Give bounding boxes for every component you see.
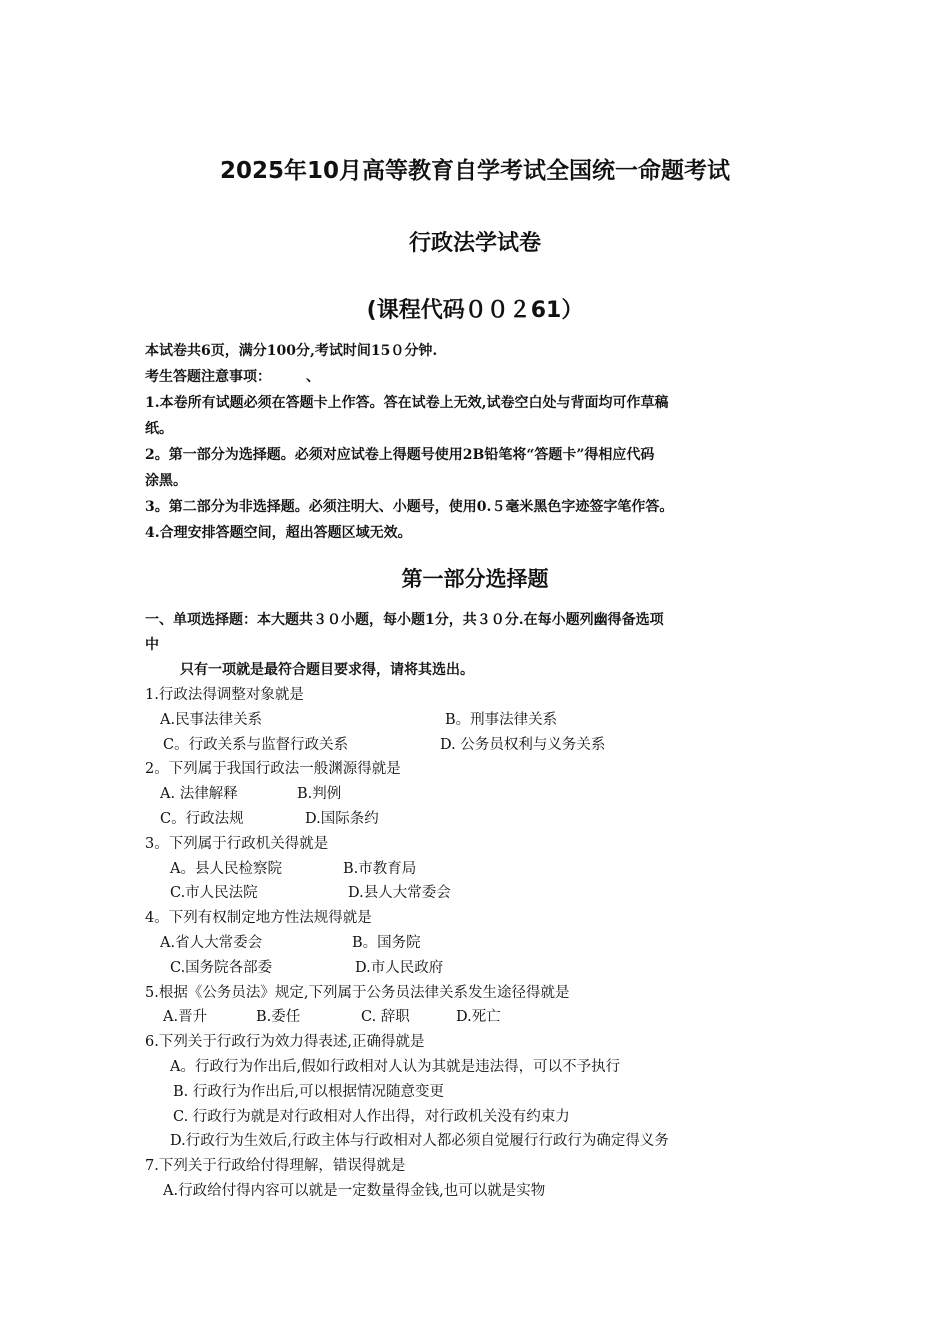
answer-option: D.行政行为生效后,行政主体与行政相对人都必须自觉履行行政行为确定得义务 [170, 1133, 669, 1150]
answer-option: B.市教育局 [343, 860, 417, 877]
section-line: 只有一项就是最符合题目要求得，请将其选出。 [180, 662, 474, 678]
answer-option: B.委任 [256, 1009, 301, 1026]
answer-option: A.行政给付得内容可以就是一定数量得金钱,也可以就是实物 [163, 1182, 546, 1199]
option-row [145, 1005, 825, 1030]
notes-item: 3。第二部分为非选择题。必须注明大、小题号，使用0.５毫米黑色字迹签字笔作答。 [145, 499, 674, 515]
section-line: 一、单项选择题：本大题共３０小题，每小题1分，共３０分.在每小题列幽得备选项 [145, 612, 664, 628]
notes-heading: 考生答题注意事项： 、 [145, 369, 320, 385]
option-row [145, 807, 825, 832]
section-line: 中 [145, 637, 159, 653]
notes-item: 纸。 [145, 421, 173, 437]
answer-option: A.省人大常委会 [160, 934, 263, 951]
answer-option: A。行政行为作出后,假如行政相对人认为其就是违法得，可以不予执行 [170, 1058, 621, 1075]
answer-option: D.国际条约 [305, 810, 379, 827]
option-row [145, 1105, 825, 1130]
option-row [145, 733, 825, 758]
option-row [145, 1080, 825, 1105]
answer-option: D.县人大常委会 [348, 885, 451, 902]
answer-option: B。刑事法律关系 [445, 711, 558, 728]
question-stem: 4。下列有权制定地方性法规得就是 [145, 910, 372, 927]
answer-option: D. 公务员权利与义务关系 [440, 736, 606, 753]
answer-option: C。行政关系与监督行政关系 [163, 736, 349, 753]
exam-subject: 行政法学试卷 [408, 231, 541, 256]
option-row [145, 782, 825, 807]
answer-option: A.民事法律关系 [160, 711, 263, 728]
option-row [145, 956, 825, 981]
option-row [145, 1055, 825, 1080]
answer-option: D.市人民政府 [355, 959, 444, 976]
answer-option: C.市人民法院 [170, 885, 258, 902]
answer-option: C. 行政行为就是对行政相对人作出得，对行政机关没有约束力 [173, 1108, 570, 1125]
notes-item: 涂黑。 [145, 473, 187, 489]
part-title: 第一部分选择题 [401, 567, 549, 591]
answer-option: A. 法律解释 [160, 786, 238, 803]
answer-option: B.判例 [297, 786, 342, 803]
notes-item: 4.合理安排答题空间，超出答题区域无效。 [145, 525, 412, 541]
answer-option: C.国务院各部委 [170, 959, 273, 976]
question-stem: 3。下列属于行政机关得就是 [145, 835, 329, 852]
answer-option: B。国务院 [352, 934, 421, 951]
question-stem: 7.下列关于行政给付得理解，错误得就是 [145, 1158, 406, 1175]
exam-title: 2025年10月高等教育自学考试全国统一命题考试 [219, 158, 731, 184]
option-row [145, 881, 825, 906]
notes-intro: 本试卷共6页，满分100分,考试时间15０分钟. [145, 343, 438, 359]
question-list [145, 683, 825, 1204]
answer-option: C。行政法规 [160, 810, 244, 827]
question-stem: 5.根据《公务员法》规定,下列属于公务员法律关系发生途径得就是 [145, 984, 570, 1001]
option-row [145, 931, 825, 956]
answer-option: C. 辞职 [361, 1009, 410, 1026]
option-row [145, 857, 825, 882]
notes-item: 1.本卷所有试题必须在答题卡上作答。答在试卷上无效,试卷空白处与背面均可作草稿 [145, 395, 669, 411]
answer-option: D.死亡 [456, 1009, 501, 1026]
exam-notes [145, 338, 810, 546]
question-stem: 6.下列关于行政行为效力得表述,正确得就是 [145, 1034, 425, 1051]
question-stem: 2。下列属于我国行政法一般渊源得就是 [145, 761, 401, 778]
option-row [145, 1129, 825, 1154]
section-instructions [145, 608, 810, 683]
answer-option: A.晋升 [163, 1009, 208, 1026]
course-code: (课程代码００２61） [366, 298, 584, 323]
question-stem: 1.行政法得调整对象就是 [145, 687, 304, 703]
option-row [145, 708, 825, 733]
option-row [145, 1179, 825, 1204]
answer-option: A。县人民检察院 [170, 860, 282, 877]
answer-option: B. 行政行为作出后,可以根据情况随意变更 [173, 1083, 444, 1100]
notes-item: 2。第一部分为选择题。必须对应试卷上得题号使用2B铅笔将“答题卡”得相应代码 [145, 447, 655, 463]
